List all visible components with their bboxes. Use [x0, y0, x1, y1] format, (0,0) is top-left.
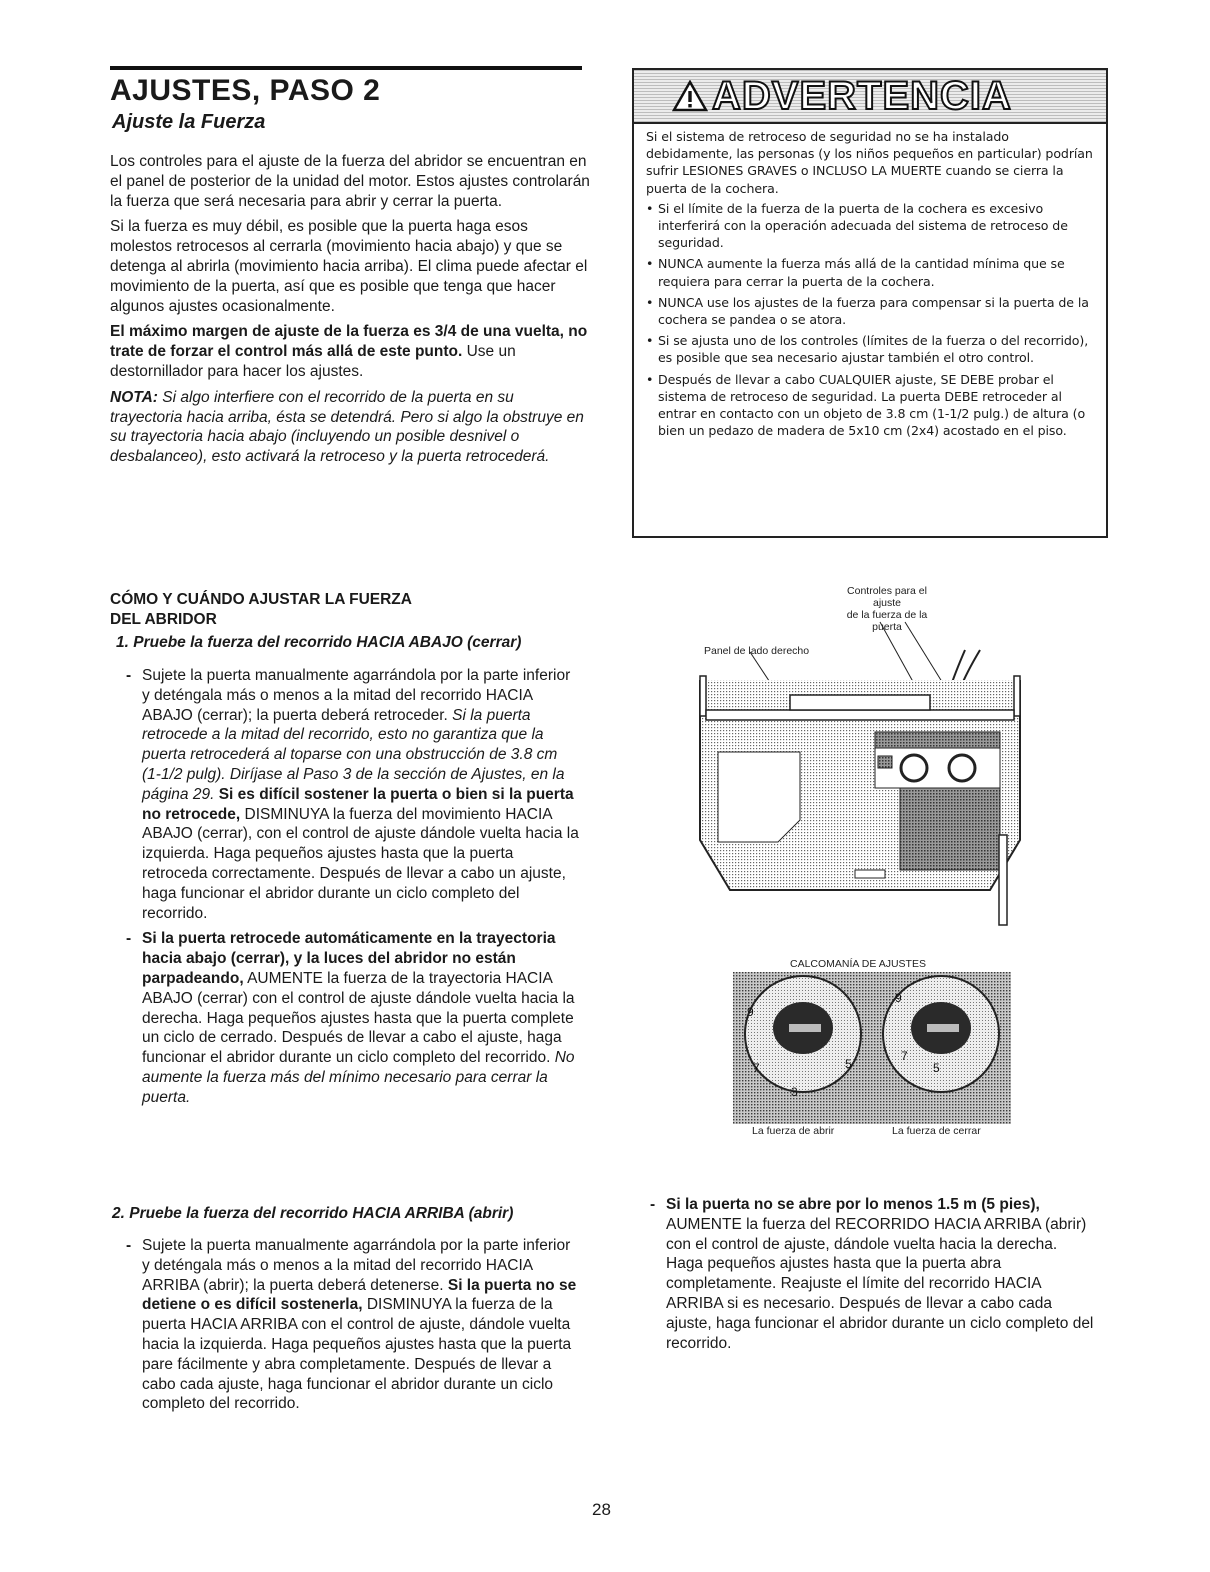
open-force-label: La fuerza de abrir	[752, 1125, 835, 1137]
controls-label-line-1: Controles para el ajuste	[847, 585, 927, 609]
dial-number: 5	[933, 1061, 940, 1075]
step-1-bullet-2-italic: No aumente la fuerza más del mínimo necesario para cerrar la puerta.	[142, 1049, 575, 1106]
panel-label: Panel de lado derecho	[704, 645, 810, 657]
warning-intro: Si el sistema de retroceso de seguridad no se ha instalado debidamente, las personas (y los niños pequeños en particular) podrían sufrir LESIONES GRAVES o INCLUSO LA MUERTE cuando se cierra la puerta de la cochera.	[646, 129, 1093, 196]
warning-item: • Después de llevar a cabo CUALQUIER ajuste, SE DEBE probar el sistema de retroceso de seguridad. La puerta DEBE retroceder al entrar en contacto con un objeto de 3.8 cm (1-1/2 pulg.) de altura (o bien un pedazo de madera de 5x10 cm (2x4) acostado en el piso.	[646, 371, 1096, 440]
warning-body	[646, 128, 1096, 443]
intro-paragraph-2: Si la fuerza es muy débil, es posible que la puerta haga esos molestos retrocesos al cerrarla (movimiento hacia abajo) y que se detenga al abrirla (movimiento hacia arriba). El clima puede afectar el movimiento de la puerta, así que es posible que tenga que hacer algunos ajustes ocasionalmente.	[110, 218, 588, 315]
step-2-bullet-1-bold: Si la puerta no se detiene o es difícil sostenerla,	[142, 1276, 577, 1314]
force-limit-warning: El máximo margen de ajuste de la fuerza es 3/4 de una vuelta, no trate de forzar el control más allá de este punto.	[110, 323, 588, 361]
step-1-bullet-2-rest: AUMENTE la fuerza de la trayectoria HACIA ABAJO (cerrar) con el control de ajuste dándole vuelta hacia la derecha. Haga pequeños ajustes hasta que la puerta complete un ciclo de cerrado. Después de llevar a cabo el ajuste, haga funcionar el abridor durante un ciclo completo del recorrido.	[142, 969, 575, 1067]
intro-paragraph-1: Los controles para el ajuste de la fuerza del abridor se encuentran en el panel de posterior de la unidad del motor. Estos ajustes controlarán la fuerza que será necesaria para abrir y cerrar la puerta.	[110, 153, 590, 210]
dial-number: 9	[895, 991, 902, 1005]
adjustment-decal-illustration	[733, 972, 1011, 1124]
warning-item: • NUNCA use los ajustes de la fuerza para compensar si la puerta de la cochera se pandea o se atora.	[646, 294, 1096, 328]
motor-unit-illustration	[690, 580, 1030, 935]
warning-item: • Si se ajusta uno de los controles (límites de la fuerza o del recorrido), es posible que sea necesario ajustar también el otro control.	[646, 332, 1096, 366]
decal-label: CALCOMANÍA DE AJUSTES	[790, 958, 926, 970]
dial-number: 7	[753, 1061, 760, 1075]
step-2-list	[124, 1236, 580, 1420]
step-2-bullet-2-item	[648, 1195, 1098, 1353]
step-1-bullet-1-bold: Si es difícil sostener la puerta o bien si la puerta no retrocede,	[142, 785, 574, 823]
section-heading	[110, 590, 590, 630]
dial-number: 9	[747, 1005, 754, 1019]
warning-box	[632, 68, 1108, 538]
step-2-bullet-2	[648, 1195, 1098, 1359]
heading-rule	[110, 66, 582, 70]
note-label: NOTA:	[110, 388, 158, 406]
step-1-bullet-1	[124, 666, 580, 923]
step-1-bullet-1-text: Sujete la puerta manualmente agarrándola por la parte inferior y deténgala más o menos a la mitad del recorrido HACIA ABAJO (cerrar); la puerta deberá retroceder.	[142, 667, 571, 724]
dial-number: 7	[901, 1049, 908, 1063]
step-2-bullet-2-bold: Si la puerta no se abre por lo menos 1.5 m (5 pies),	[666, 1196, 1040, 1213]
note-text: Si algo interfiere con el recorrido de la puerta en su trayectoria hacia arriba, ésta se detendrá. Pero si algo la obstruye en su trayectoria hacia abajo (incluyendo un posible desnivel o desbalanceo), esto activará la retroceso y la puerta retrocederá.	[110, 388, 584, 466]
page-title: AJUSTES, PASO 2	[110, 74, 381, 107]
warning-banner	[634, 70, 1106, 124]
intro-paragraph-3	[110, 322, 590, 381]
step-1-bullet-2-bold: Si la puerta retrocede automáticamente en la trayectoria hacia abajo (cerrar), y la luces del abridor no están parpadeando,	[142, 930, 556, 987]
warning-list	[646, 200, 1096, 440]
section-heading-line-1: CÓMO Y CUÁNDO AJUSTAR LA FUERZA	[110, 591, 412, 608]
step-1-bullet-2	[124, 929, 580, 1107]
warning-item: • Si el límite de la fuerza de la puerta de la cochera es excesivo interferirá con la operación adecuada del sistema de retroceso de seguridad.	[646, 200, 1096, 252]
controls-label-line-2: de la fuerza de la puerta	[846, 609, 928, 633]
section-heading-line-2: DEL ABRIDOR	[110, 610, 217, 628]
warning-item: • NUNCA aumente la fuerza más allá de la cantidad mínima que se requiera para cerrar la puerta de la cochera.	[646, 255, 1096, 289]
warning-triangle-icon	[672, 80, 708, 112]
page-subtitle: Ajuste la Fuerza	[112, 111, 266, 133]
step-1-bullet-1-rest: DISMINUYA la fuerza del movimiento HACIA ABAJO (cerrar), con el control de ajuste dándole vuelta hacia la izquierda. Haga pequeños ajustes hasta que la puerta retroceda correctamente. Después de llevar a cabo un ajuste, haga funcionar el abridor durante un ciclo completo del recorrido.	[142, 805, 579, 922]
step-2-bullet-1-rest: DISMINUYA la fuerza de la puerta HACIA ARRIBA con el control de ajuste, dándole vuelta hacia la izquierda. Haga pequeños ajustes hasta que la puerta pare fácilmente y abra completamente. Después de llevar a cabo cada ajuste, haga funcionar el abridor durante un ciclo completo del recorrido.	[142, 1296, 572, 1413]
note-paragraph	[110, 388, 590, 467]
step-2-bullet-2-rest: AUMENTE la fuerza del RECORRIDO HACIA ARRIBA (abrir) con el control de ajuste, dándole vuelta hacia la derecha. Haga pequeños ajustes hasta que la puerta abra completamente. Reajuste el límite del recorrido HACIA ARRIBA si es necesario. Después de llevar a cabo cada ajuste, haga funcionar el abridor durante un ciclo completo del recorrido.	[666, 1215, 1094, 1352]
screwdriver-instruction: Use un destornillador para hacer los ajustes.	[110, 343, 516, 380]
step-2-heading: 2. Pruebe la fuerza del recorrido HACIA ARRIBA (abrir)	[112, 1205, 514, 1222]
dial-number: 5	[845, 1057, 852, 1071]
step-2-bullet-1-text: Sujete la puerta manualmente agarrándola por la parte inferior y deténgala más o menos a la mitad del recorrido HACIA ARRIBA (abrir); la puerta deberá detenerse.	[142, 1237, 571, 1294]
step-1-list	[124, 666, 580, 1114]
step-1-bullet-1-italic: Si la puerta retrocede a la mitad del recorrido, esto no garantiza que la puerta retrocederá al toparse con una obstrucción de 3.8 cm (1-1/2 pulg). Diríjase al Paso 3 de la sección de Ajustes, en la página 29.	[142, 706, 565, 803]
step-2-bullet-1	[124, 1236, 580, 1414]
step-1-heading: 1. Pruebe la fuerza del recorrido HACIA ABAJO (cerrar)	[116, 634, 522, 651]
page-number: 28	[592, 1500, 611, 1519]
warning-title: ADVERTENCIA	[712, 74, 1012, 118]
close-force-label: La fuerza de cerrar	[892, 1125, 981, 1137]
dial-number: 3	[791, 1085, 798, 1099]
intro-section	[110, 152, 590, 473]
